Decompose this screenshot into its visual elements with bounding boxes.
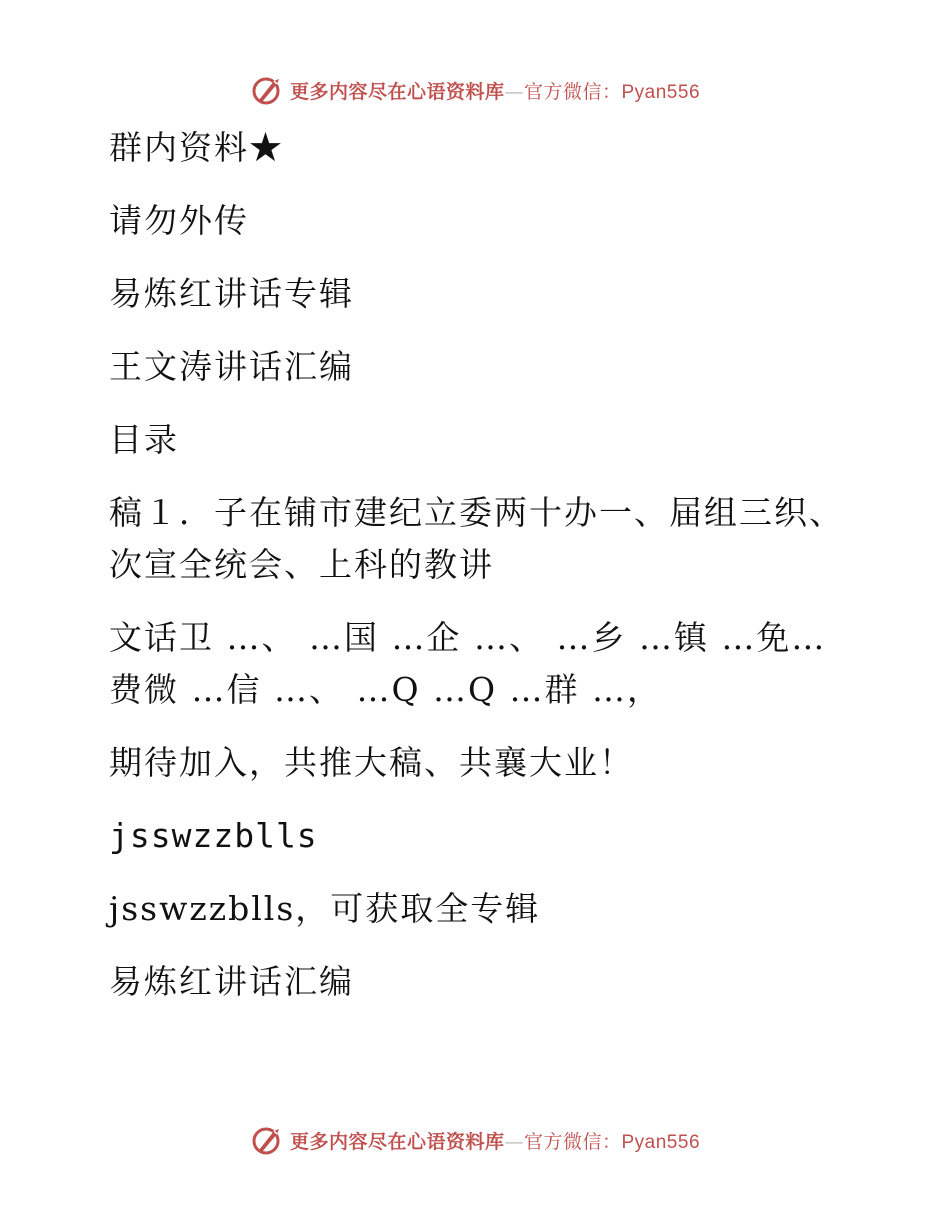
document-line-1: 群内资料★ — [109, 128, 284, 167]
footer-banner-dash: — — [504, 1130, 524, 1153]
document-line-5: 目录 — [109, 420, 179, 459]
header-banner-text — [290, 77, 700, 104]
header-watermark-banner — [0, 70, 950, 110]
document-line-2: 请勿外传 — [109, 201, 249, 240]
document-line-9: jsswzzblls — [109, 816, 318, 855]
footer-banner-title: 更多内容尽在心语资料库 — [289, 1130, 505, 1153]
quill-pen-logo-icon — [250, 73, 284, 107]
header-banner-dash: — — [504, 80, 524, 103]
document-body — [100, 122, 860, 1029]
document-line-4: 王文涛讲话汇编 — [109, 347, 354, 386]
header-banner-title: 更多内容尽在心语资料库 — [289, 80, 505, 103]
footer-banner-contact-label: 官方微信： — [523, 1130, 622, 1153]
document-line-6: 稿１．子在铺市建纪立委两十办一、届组三织、次宣全统会、上科的教讲 — [109, 493, 844, 584]
document-line-10: jsswzzblls，可获取全专辑 — [109, 889, 541, 928]
document-line-8: 期待加入，共推大稿、共襄大业！ — [109, 743, 634, 782]
footer-banner-handle: Pyan556 — [621, 1131, 701, 1153]
quill-pen-logo-icon — [250, 1123, 284, 1157]
document-line-7: 文话卫 …、 …国 …企 …、 …乡 …镇 …免…费微 …信 …、 …Q …Q …群 …， — [109, 618, 827, 709]
footer-watermark-banner — [0, 1120, 950, 1160]
document-line-11: 易炼红讲话汇编 — [109, 962, 354, 1001]
footer-banner-text — [290, 1127, 700, 1154]
header-banner-contact-label: 官方微信： — [523, 80, 622, 103]
document-line-3: 易炼红讲话专辑 — [109, 274, 354, 313]
header-banner-handle: Pyan556 — [621, 81, 701, 103]
